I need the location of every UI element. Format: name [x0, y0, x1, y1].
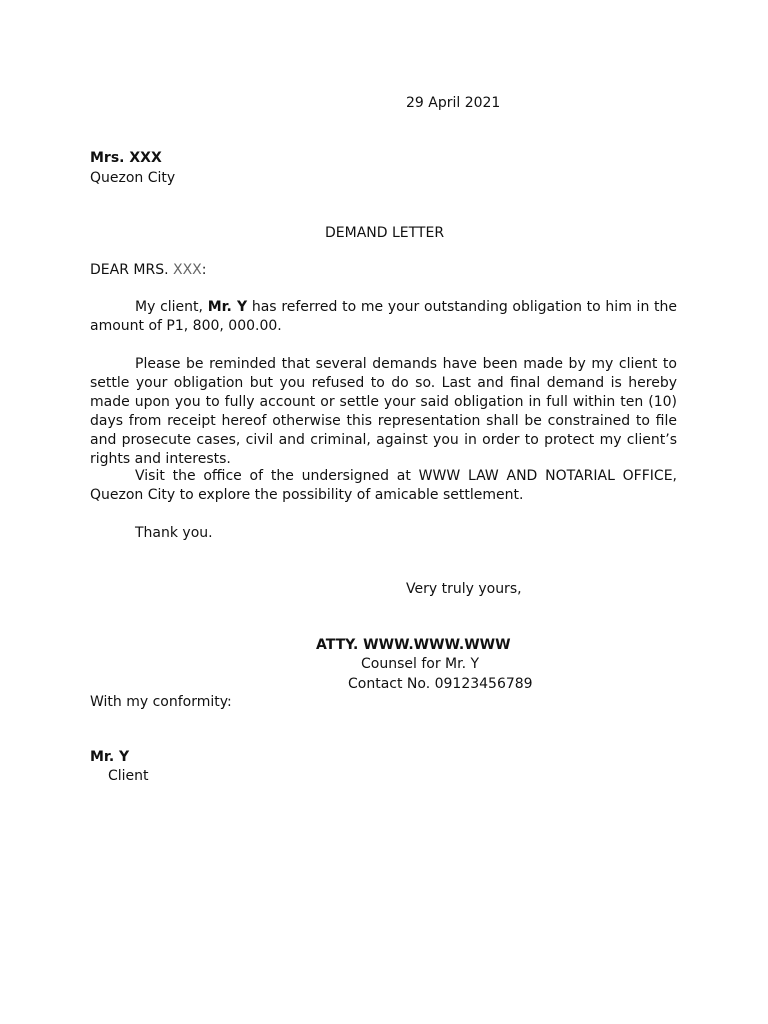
- recipient-name: Mrs. XXX: [90, 150, 162, 166]
- paragraph-2: [90, 355, 677, 469]
- recipient-city: Quezon City: [90, 170, 176, 186]
- conformity-label: With my conformity:: [90, 694, 232, 710]
- paragraph-1-before: My client,: [135, 299, 208, 315]
- salutation-suffix: :: [201, 262, 207, 278]
- salutation-name: XXX: [172, 262, 202, 278]
- client-name-inline: Mr. Y: [207, 299, 248, 315]
- closing: Very truly yours,: [406, 581, 522, 597]
- paragraph-3: [90, 467, 677, 505]
- signatory-role: Counsel for Mr. Y: [361, 656, 480, 672]
- paragraph-4-text: Thank you.: [135, 525, 213, 541]
- conformity-role: Client: [108, 768, 149, 784]
- signatory-contact: Contact No. 09123456789: [348, 676, 533, 692]
- conformity-name: Mr. Y: [90, 749, 130, 765]
- paragraph-3-text: Visit the office of the undersigned at WWW LAW AND NOTARIAL OFFICE, Quezon City to explore the possibility of amicable settlement.: [90, 468, 677, 503]
- letter-date: 29 April 2021: [406, 95, 501, 111]
- salutation: [90, 261, 206, 280]
- paragraph-4: [90, 524, 677, 543]
- salutation-prefix: DEAR MRS.: [90, 262, 173, 278]
- paragraph-2-text: Please be reminded that several demands have been made by my client to settle your obligation but you refused to do so. Last and final demand is hereby made upon you to fully account or settle your said obligation in full within ten (10) days from receipt hereof otherwise this representation shall be constrained to file and prosecute cases, civil and criminal, against you in order to protect my client’s rights and interests.: [90, 356, 677, 467]
- paragraph-1-after: has referred to me your outstanding obligation to him in the amount of P1, 800, 000.00.: [90, 299, 678, 334]
- letter-subject: DEMAND LETTER: [325, 225, 445, 241]
- paragraph-1: [90, 298, 677, 336]
- signatory-name: ATTY. WWW.WWW.WWW: [316, 637, 511, 653]
